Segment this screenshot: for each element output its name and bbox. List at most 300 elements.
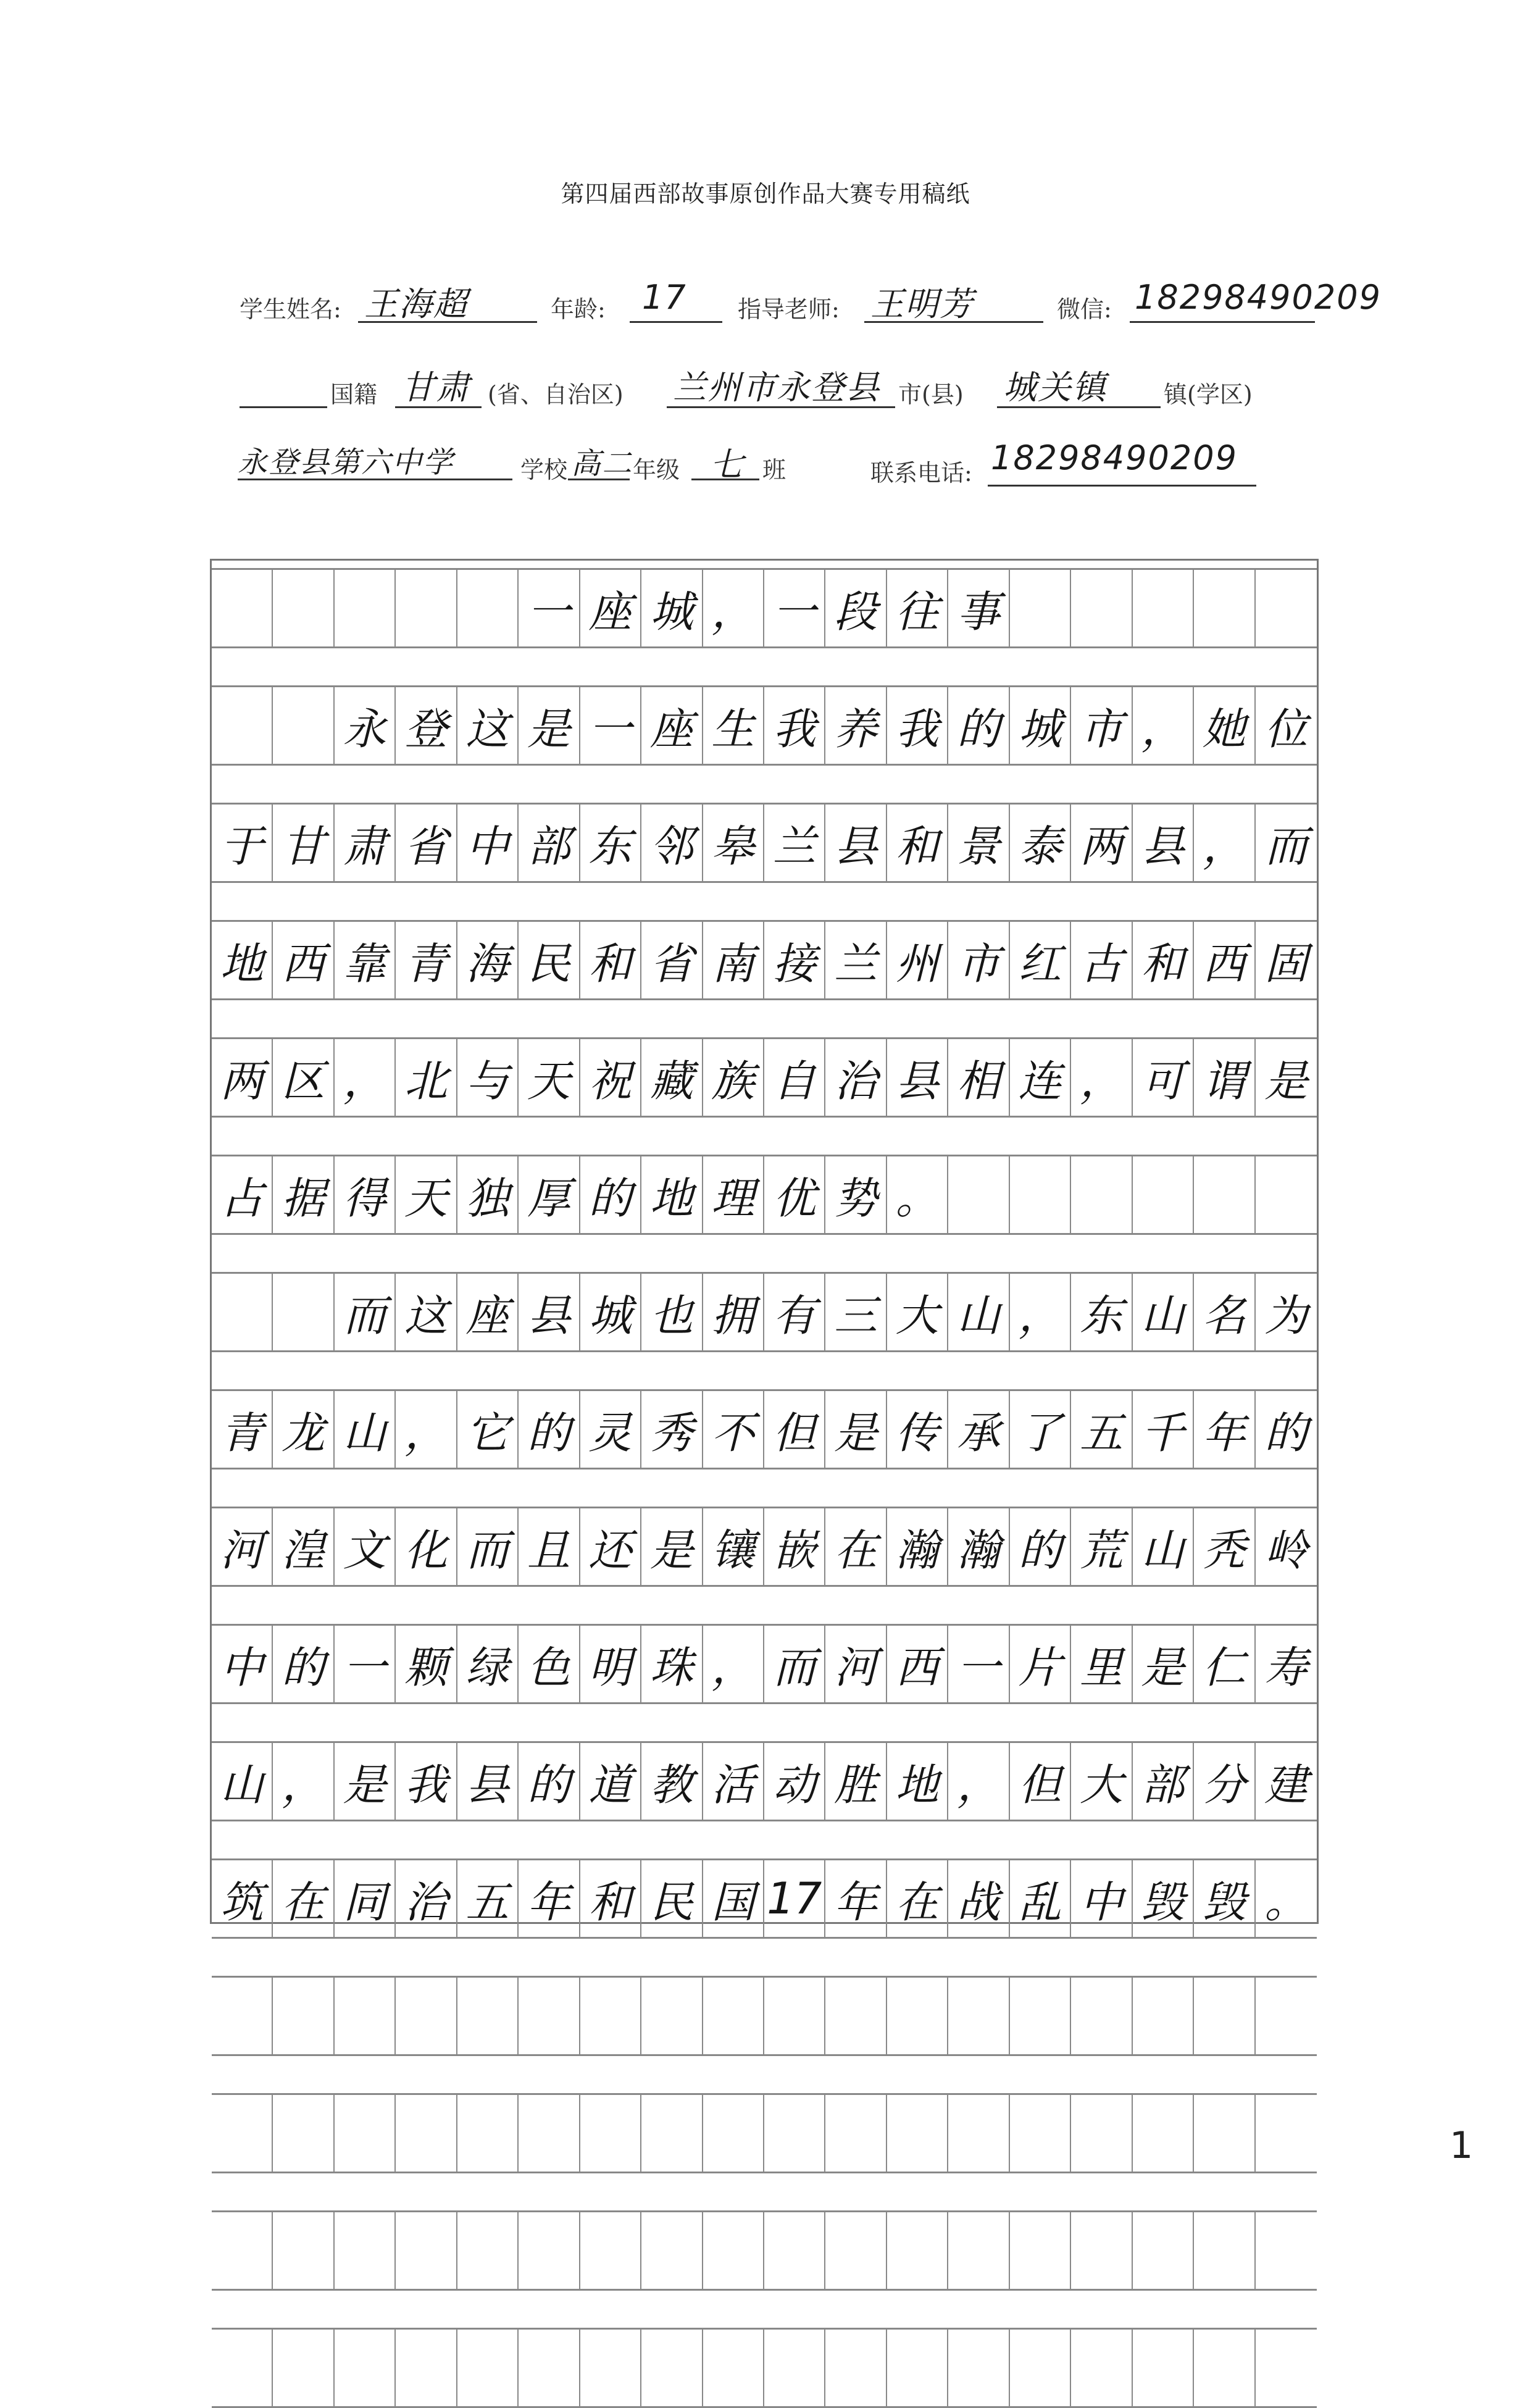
grid-cell: ， xyxy=(1071,1039,1132,1116)
grid-cell: 一 xyxy=(519,570,580,646)
grid-cell: 红 xyxy=(1010,922,1071,998)
grid-cell: 。 xyxy=(887,1156,948,1233)
grid-cell xyxy=(641,1978,703,2054)
grid-cell: 五 xyxy=(1071,1391,1132,1468)
grid-cell: 这 xyxy=(457,687,519,764)
grid-cell: ， xyxy=(1133,687,1194,764)
wechat-underline xyxy=(1130,321,1315,323)
grid-cell: 两 xyxy=(212,1039,273,1116)
grid-cell: 青 xyxy=(396,922,457,998)
grid-cell: 秀 xyxy=(641,1391,703,1468)
grid-cell: 是 xyxy=(519,687,580,764)
grid-cell: 州 xyxy=(887,922,948,998)
name-value: 王海超 xyxy=(364,285,468,324)
grid-cell: 北 xyxy=(396,1039,457,1116)
grid-cell: 治 xyxy=(825,1039,886,1116)
grid-cell: 我 xyxy=(764,687,825,764)
grid-cell xyxy=(1071,1156,1132,1233)
province-underline xyxy=(395,406,482,408)
grid-cell xyxy=(273,2095,334,2172)
grid-cell: 她 xyxy=(1194,687,1255,764)
grid-cell: 活 xyxy=(703,1743,764,1820)
grid-cell xyxy=(1010,2095,1071,2172)
name-label: 学生姓名: xyxy=(240,296,341,323)
grid-cell: 传 xyxy=(887,1391,948,1468)
grid-cell: 市 xyxy=(1071,687,1132,764)
grid-cell xyxy=(887,2095,948,2172)
grid-cell: 祝 xyxy=(580,1039,641,1116)
grid-cell: 在 xyxy=(825,1508,886,1585)
grid-cell xyxy=(1256,570,1317,646)
wechat-label: 微信: xyxy=(1057,296,1112,323)
school-value: 永登县第六中学 xyxy=(238,445,454,480)
grid-cell: 的 xyxy=(273,1626,334,1702)
grid-cell xyxy=(519,2095,580,2172)
grid-cell xyxy=(457,570,519,646)
essay-row xyxy=(212,1037,1317,1118)
grid-cell xyxy=(1010,1978,1071,2054)
grid-cell: 乱 xyxy=(1010,1860,1071,1937)
grid-cell: 自 xyxy=(764,1039,825,1116)
grid-cell xyxy=(1194,1156,1255,1233)
grid-cell xyxy=(1133,2212,1194,2289)
grid-cell xyxy=(273,687,334,764)
grid-cell: 青 xyxy=(212,1391,273,1468)
grid-cell: 优 xyxy=(764,1156,825,1233)
grid-cell: 道 xyxy=(580,1743,641,1820)
grid-cell: 和 xyxy=(887,805,948,881)
grid-cell: 往 xyxy=(887,570,948,646)
grid-cell: ， xyxy=(1010,1274,1071,1350)
grid-cell: 的 xyxy=(948,687,1009,764)
grid-cell: 民 xyxy=(519,922,580,998)
grid-cell: 天 xyxy=(519,1039,580,1116)
grid-cell: 不 xyxy=(703,1391,764,1468)
grid-cell: 县 xyxy=(887,1039,948,1116)
grid-cell xyxy=(887,1978,948,2054)
teacher-underline xyxy=(864,321,1043,323)
grid-cell xyxy=(1133,1978,1194,2054)
grid-cell: 和 xyxy=(580,922,641,998)
grid-cell xyxy=(1071,2330,1132,2406)
grid-cell: 在 xyxy=(273,1860,334,1937)
grid-cell: 里 xyxy=(1071,1626,1132,1702)
grid-cell xyxy=(273,1274,334,1350)
grid-cell: 拥 xyxy=(703,1274,764,1350)
essay-row xyxy=(212,1858,1317,1939)
grid-cell xyxy=(948,2095,1009,2172)
grid-cell: 战 xyxy=(948,1860,1009,1937)
school-underline xyxy=(238,479,512,480)
grid-cell xyxy=(641,2330,703,2406)
grid-cell xyxy=(764,2212,825,2289)
grid-cell xyxy=(1256,1156,1317,1233)
grid-cell: 色 xyxy=(519,1626,580,1702)
grid-cell xyxy=(1010,2330,1071,2406)
grid-cell: 一 xyxy=(580,687,641,764)
grid-cell: 动 xyxy=(764,1743,825,1820)
grid-cell xyxy=(519,2212,580,2289)
grid-cell: 部 xyxy=(1133,1743,1194,1820)
grid-cell xyxy=(1194,2330,1255,2406)
grid-cell: 17 xyxy=(764,1860,825,1937)
grid-cell xyxy=(641,2095,703,2172)
grid-cell: 山 xyxy=(1133,1274,1194,1350)
grid-cell: 而 xyxy=(457,1508,519,1585)
grid-cell: 城 xyxy=(580,1274,641,1350)
grid-cell: 仁 xyxy=(1194,1626,1255,1702)
grid-cell: 河 xyxy=(212,1508,273,1585)
grid-cell: 同 xyxy=(335,1860,396,1937)
grid-cell xyxy=(1071,1978,1132,2054)
grid-cell xyxy=(212,687,273,764)
grid-cell: 地 xyxy=(887,1743,948,1820)
grid-cell: 座 xyxy=(580,570,641,646)
grid-cell: 还 xyxy=(580,1508,641,1585)
grid-cell: 独 xyxy=(457,1156,519,1233)
grid-cell xyxy=(1194,570,1255,646)
grid-cell: 山 xyxy=(335,1391,396,1468)
grid-cell xyxy=(396,570,457,646)
grid-cell xyxy=(825,2330,886,2406)
class-underline xyxy=(691,479,759,480)
essay-row xyxy=(212,1624,1317,1704)
grid-cell: 永 xyxy=(335,687,396,764)
grid-cell xyxy=(212,2212,273,2289)
grid-cell: 我 xyxy=(887,687,948,764)
grid-cell xyxy=(1010,2212,1071,2289)
grid-cell xyxy=(1194,1978,1255,2054)
grid-cell: 和 xyxy=(580,1860,641,1937)
grid-cell: 而 xyxy=(335,1274,396,1350)
grid-cell xyxy=(1010,570,1071,646)
grid-cell: 一 xyxy=(764,570,825,646)
grid-cell: 一 xyxy=(948,1626,1009,1702)
grid-cell: 东 xyxy=(1071,1274,1132,1350)
grid-cell: 大 xyxy=(887,1274,948,1350)
grid-cell xyxy=(396,1978,457,2054)
grid-cell: 势 xyxy=(825,1156,886,1233)
grid-cell xyxy=(948,1156,1009,1233)
grid-cell: 岭 xyxy=(1264,1524,1308,1576)
grid-cell xyxy=(764,2330,825,2406)
grid-cell: 瀚 xyxy=(948,1508,1009,1585)
grid-cell xyxy=(703,2330,764,2406)
grid-cell: 的 xyxy=(519,1743,580,1820)
grid-cell: 建 xyxy=(1264,1759,1308,1810)
grid-cell: 与 xyxy=(457,1039,519,1116)
grid-cell: 甘 xyxy=(273,805,334,881)
grid-cell: 的 xyxy=(580,1156,641,1233)
grid-cell: 西 xyxy=(1194,922,1255,998)
town-value: 城关镇 xyxy=(1003,368,1107,407)
age-label: 年龄: xyxy=(551,296,606,323)
grid-cell: 年 xyxy=(519,1860,580,1937)
grid-cell: 片 xyxy=(1010,1626,1071,1702)
grid-cell: 是 xyxy=(641,1508,703,1585)
grid-cell: 座 xyxy=(641,687,703,764)
grid-cell: 相 xyxy=(948,1039,1009,1116)
grid-cell: 邻 xyxy=(641,805,703,881)
grid-cell: 河 xyxy=(825,1626,886,1702)
grid-cell: 省 xyxy=(641,922,703,998)
page-number: 1 xyxy=(1450,2124,1474,2167)
grid-cell xyxy=(457,1978,519,2054)
grid-cell: 化 xyxy=(396,1508,457,1585)
grid-cell: 山 xyxy=(1133,1508,1194,1585)
essay-grid-paper xyxy=(210,559,1319,1928)
grid-cell xyxy=(212,2095,273,2172)
grid-cell xyxy=(825,1978,886,2054)
grid-cell: 明 xyxy=(580,1626,641,1702)
grid-cell: 理 xyxy=(703,1156,764,1233)
nationality-label: 国籍 xyxy=(330,381,378,408)
grid-cell: 国 xyxy=(703,1860,764,1937)
grade-label: 年级 xyxy=(633,456,680,483)
town-underline xyxy=(997,406,1161,408)
teacher-value: 王明芳 xyxy=(870,285,974,324)
grid-cell xyxy=(1071,2212,1132,2289)
grid-cell: 山 xyxy=(212,1743,273,1820)
grid-cell: 而 xyxy=(1264,821,1308,872)
grid-cell: 民 xyxy=(641,1860,703,1937)
grid-cell xyxy=(335,2095,396,2172)
grid-cell: 市 xyxy=(948,922,1009,998)
grid-cell: 生 xyxy=(703,687,764,764)
grid-cell xyxy=(212,570,273,646)
grid-cell xyxy=(1071,2095,1132,2172)
essay-row xyxy=(212,568,1317,648)
grid-cell: ， xyxy=(948,1743,1009,1820)
grid-cell xyxy=(273,1978,334,2054)
grid-cell xyxy=(212,2330,273,2406)
grid-cell: 县 xyxy=(825,805,886,881)
grid-cell: 占 xyxy=(212,1156,273,1233)
grid-cell xyxy=(273,570,334,646)
grid-cell: 登 xyxy=(396,687,457,764)
grid-cell: 中 xyxy=(212,1626,273,1702)
grid-cell: 我 xyxy=(396,1743,457,1820)
grid-cell xyxy=(519,1978,580,2054)
grid-cell: 承 xyxy=(948,1391,1009,1468)
grid-cell xyxy=(1133,2095,1194,2172)
grid-cell xyxy=(335,2330,396,2406)
grid-cell: 位 xyxy=(1264,703,1308,755)
phone-underline xyxy=(988,485,1256,487)
grid-cell xyxy=(335,1978,396,2054)
grid-cell: 县 xyxy=(457,1743,519,1820)
grid-cell: 嵌 xyxy=(764,1508,825,1585)
grid-cell: ， xyxy=(273,1743,334,1820)
grid-cell: 治 xyxy=(396,1860,457,1937)
grade-underline xyxy=(568,479,630,480)
grid-cell: 县 xyxy=(1133,805,1194,881)
grid-cell: 筑 xyxy=(212,1860,273,1937)
grid-cell: 和 xyxy=(1133,922,1194,998)
grid-cell xyxy=(1010,1156,1071,1233)
grid-cell xyxy=(335,570,396,646)
grid-cell: 西 xyxy=(273,922,334,998)
essay-row xyxy=(212,1507,1317,1587)
grid-cell xyxy=(1256,1978,1317,2054)
class-value: 七 xyxy=(710,445,745,484)
grid-cell: 兰 xyxy=(764,805,825,881)
essay-row xyxy=(212,1741,1317,1821)
grade-value: 高二 xyxy=(571,446,633,481)
grid-cell xyxy=(887,2330,948,2406)
city-label: 市(县) xyxy=(898,381,964,408)
name-underline xyxy=(358,321,537,323)
grid-cell: 龙 xyxy=(273,1391,334,1468)
grid-cell: 。 xyxy=(1264,1876,1308,1928)
grid-cell xyxy=(457,2330,519,2406)
city-value: 兰州市永登县 xyxy=(673,368,880,407)
grid-cell xyxy=(396,2330,457,2406)
grid-cell: 养 xyxy=(825,687,886,764)
city-underline xyxy=(667,406,895,408)
grid-cell: 泰 xyxy=(1010,805,1071,881)
grid-cell: ， xyxy=(335,1039,396,1116)
grid-cell xyxy=(1256,2330,1317,2406)
grid-cell: 珠 xyxy=(641,1626,703,1702)
grid-cell: 但 xyxy=(1010,1743,1071,1820)
grid-cell: 灵 xyxy=(580,1391,641,1468)
grid-cell xyxy=(887,2212,948,2289)
grid-cell: 这 xyxy=(396,1274,457,1350)
grid-cell: 但 xyxy=(764,1391,825,1468)
teacher-label: 指导老师: xyxy=(738,296,840,323)
grid-cell: 五 xyxy=(457,1860,519,1937)
grid-cell: 胜 xyxy=(825,1743,886,1820)
essay-row xyxy=(212,1976,1317,2056)
grid-cell: 是 xyxy=(825,1391,886,1468)
grid-cell: 山 xyxy=(948,1274,1009,1350)
grid-cell xyxy=(703,2095,764,2172)
grid-cell: 藏 xyxy=(641,1039,703,1116)
province-label: (省、自治区) xyxy=(488,381,624,408)
grid-cell: 固 xyxy=(1264,938,1308,989)
grid-cell: 厚 xyxy=(519,1156,580,1233)
grid-cell xyxy=(1194,2095,1255,2172)
essay-row xyxy=(212,2328,1317,2408)
grid-cell xyxy=(335,2212,396,2289)
grid-cell: 也 xyxy=(641,1274,703,1350)
grid-cell: 名 xyxy=(1194,1274,1255,1350)
province-value: 甘肃 xyxy=(401,368,470,407)
grid-cell xyxy=(580,1978,641,2054)
grid-cell xyxy=(519,2330,580,2406)
essay-row xyxy=(212,2210,1317,2291)
grid-cell: 海 xyxy=(457,922,519,998)
grid-cell xyxy=(273,2212,334,2289)
grid-cell: 的 xyxy=(1010,1508,1071,1585)
grid-cell: 区 xyxy=(273,1039,334,1116)
grid-cell: 颗 xyxy=(396,1626,457,1702)
grid-cell xyxy=(948,2330,1009,2406)
school-label: 学校 xyxy=(520,456,568,483)
grid-cell: 城 xyxy=(1010,687,1071,764)
grid-cell xyxy=(764,1978,825,2054)
grid-cell: 兰 xyxy=(825,922,886,998)
grid-cell: 有 xyxy=(764,1274,825,1350)
grid-cell: 县 xyxy=(519,1274,580,1350)
grid-cell xyxy=(1256,2095,1317,2172)
grid-cell: 绿 xyxy=(457,1626,519,1702)
grid-cell: 在 xyxy=(887,1860,948,1937)
grid-cell: 它 xyxy=(457,1391,519,1468)
grid-cell: 座 xyxy=(457,1274,519,1350)
grid-cell: ， xyxy=(396,1391,457,1468)
grid-cell: 毁 xyxy=(1194,1860,1255,1937)
grid-cell xyxy=(703,2212,764,2289)
grid-cell xyxy=(825,2212,886,2289)
grid-cell xyxy=(580,2095,641,2172)
wechat-value: 18298490209 xyxy=(1135,278,1382,317)
grid-cell: 连 xyxy=(1010,1039,1071,1116)
grid-cell: 族 xyxy=(703,1039,764,1116)
grid-cell xyxy=(1133,570,1194,646)
grid-cell xyxy=(1194,2212,1255,2289)
grid-cell: 而 xyxy=(764,1626,825,1702)
page-title: 第四届西部故事原创作品大赛专用稿纸 xyxy=(561,180,970,207)
grid-cell: 谓 xyxy=(1194,1039,1255,1116)
grid-cell: 的 xyxy=(1264,1407,1308,1458)
grid-cell: 湟 xyxy=(273,1508,334,1585)
grid-cell: 毁 xyxy=(1133,1860,1194,1937)
grid-cell: 东 xyxy=(580,805,641,881)
grid-cell xyxy=(580,2212,641,2289)
grid-cell xyxy=(1071,570,1132,646)
grid-cell: 省 xyxy=(396,805,457,881)
grid-cell: 景 xyxy=(948,805,1009,881)
grid-cell: 部 xyxy=(519,805,580,881)
grid-cell: 三 xyxy=(825,1274,886,1350)
grid-cell xyxy=(1256,2212,1317,2289)
grid-cell: 年 xyxy=(1194,1391,1255,1468)
grid-cell xyxy=(825,2095,886,2172)
grid-cell: 寿 xyxy=(1264,1642,1308,1693)
grid-cell xyxy=(1133,2330,1194,2406)
grid-cell: 为 xyxy=(1264,1290,1308,1341)
grid-cell: 荒 xyxy=(1071,1508,1132,1585)
grid-cell: 得 xyxy=(335,1156,396,1233)
grid-cell: 教 xyxy=(641,1743,703,1820)
grid-cell: 大 xyxy=(1071,1743,1132,1820)
grid-cell: 文 xyxy=(335,1508,396,1585)
grid-cell: 年 xyxy=(825,1860,886,1937)
grid-cell: 地 xyxy=(641,1156,703,1233)
grid-cell: 段 xyxy=(825,570,886,646)
grid-cell: 据 xyxy=(273,1156,334,1233)
grid-cell: ， xyxy=(1194,805,1255,881)
grid-cell xyxy=(396,2095,457,2172)
grid-cell: 皋 xyxy=(703,805,764,881)
essay-row xyxy=(212,920,1317,1000)
grid-cell: 中 xyxy=(457,805,519,881)
grid-cell: 是 xyxy=(1264,1055,1308,1106)
grid-cell: 古 xyxy=(1071,922,1132,998)
essay-row xyxy=(212,803,1317,883)
grid-cell xyxy=(703,1978,764,2054)
grid-cell xyxy=(1133,1156,1194,1233)
grid-cell: ， xyxy=(703,1626,764,1702)
grid-cell: 是 xyxy=(335,1743,396,1820)
grid-cell: 千 xyxy=(1133,1391,1194,1468)
grid-cell: 中 xyxy=(1071,1860,1132,1937)
grid-cell xyxy=(641,2212,703,2289)
grid-cell: 靠 xyxy=(335,922,396,998)
grid-cell xyxy=(948,1978,1009,2054)
